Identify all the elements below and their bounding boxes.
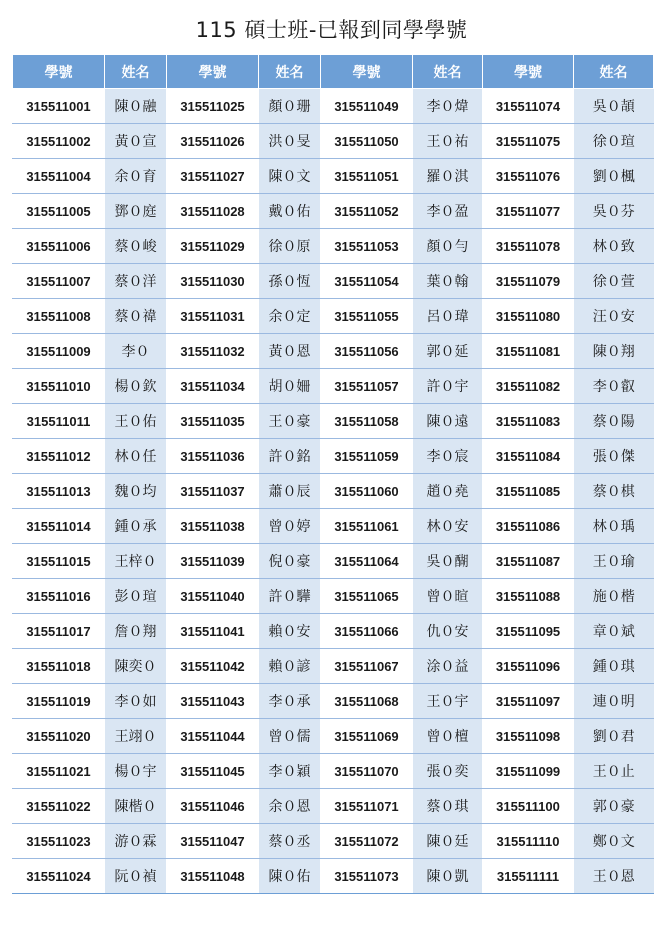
student-name-cell: 賴０諺	[259, 649, 321, 684]
student-id-cell: 315511031	[167, 299, 259, 334]
student-id-cell: 315511004	[13, 159, 105, 194]
student-name-cell: 王０恩	[574, 859, 654, 894]
table-row	[13, 229, 654, 264]
student-id-cell: 315511036	[167, 439, 259, 474]
student-name-cell: 王０瑜	[574, 544, 654, 579]
student-id-cell: 315511070	[321, 754, 413, 789]
table-row	[13, 89, 654, 124]
header-student-id: 學號	[483, 55, 574, 89]
student-id-cell: 315511038	[167, 509, 259, 544]
student-name-cell: 劉０楓	[574, 159, 654, 194]
student-id-cell: 315511071	[321, 789, 413, 824]
student-name-cell: 陳楷０	[105, 789, 167, 824]
student-name-cell: 汪０安	[574, 299, 654, 334]
student-name-cell: 賴０安	[259, 614, 321, 649]
student-id-cell: 315511088	[483, 579, 574, 614]
header-student-id: 學號	[321, 55, 413, 89]
student-id-cell: 315511054	[321, 264, 413, 299]
student-name-cell: 李０承	[259, 684, 321, 719]
student-id-cell: 315511096	[483, 649, 574, 684]
student-id-cell: 315511075	[483, 124, 574, 159]
student-id-cell: 315511009	[13, 334, 105, 369]
table-row	[13, 649, 654, 684]
student-id-cell: 315511064	[321, 544, 413, 579]
student-name-cell: 呂０瑋	[413, 299, 483, 334]
student-id-cell: 315511097	[483, 684, 574, 719]
student-id-cell: 315511037	[167, 474, 259, 509]
student-name-cell: 余０恩	[259, 789, 321, 824]
student-name-cell: 蔡０峻	[105, 229, 167, 264]
student-name-cell: 曾０儒	[259, 719, 321, 754]
student-name-cell: 許０驊	[259, 579, 321, 614]
table-row	[13, 824, 654, 859]
student-id-cell: 315511048	[167, 859, 259, 894]
student-id-cell: 315511111	[483, 859, 574, 894]
student-id-cell: 315511043	[167, 684, 259, 719]
student-name-cell: 曾０檀	[413, 719, 483, 754]
student-id-cell: 315511055	[321, 299, 413, 334]
student-name-cell: 張０奕	[413, 754, 483, 789]
student-name-cell: 鄭０文	[574, 824, 654, 859]
table-row	[13, 789, 654, 824]
student-id-cell: 315511022	[13, 789, 105, 824]
student-id-cell: 315511050	[321, 124, 413, 159]
student-id-cell: 315511065	[321, 579, 413, 614]
student-name-cell: 余０育	[105, 159, 167, 194]
student-id-cell: 315511060	[321, 474, 413, 509]
student-id-cell: 315511099	[483, 754, 574, 789]
student-id-cell: 315511085	[483, 474, 574, 509]
student-id-cell: 315511061	[321, 509, 413, 544]
student-id-cell: 315511076	[483, 159, 574, 194]
student-name-cell: 楊０欽	[105, 369, 167, 404]
student-id-cell: 315511081	[483, 334, 574, 369]
student-id-cell: 315511027	[167, 159, 259, 194]
student-id-cell: 315511015	[13, 544, 105, 579]
table-row	[13, 684, 654, 719]
header-student-id: 學號	[13, 55, 105, 89]
student-name-cell: 章０斌	[574, 614, 654, 649]
student-name-cell: 郭０延	[413, 334, 483, 369]
student-name-cell: 李０	[105, 334, 167, 369]
student-name-cell: 劉０君	[574, 719, 654, 754]
student-name-cell: 黃０恩	[259, 334, 321, 369]
student-name-cell: 倪０豪	[259, 544, 321, 579]
student-id-cell: 315511083	[483, 404, 574, 439]
student-id-cell: 315511034	[167, 369, 259, 404]
header-student-id: 學號	[167, 55, 259, 89]
student-id-cell: 315511012	[13, 439, 105, 474]
table-row	[13, 439, 654, 474]
table-body	[13, 89, 654, 894]
student-id-cell: 315511018	[13, 649, 105, 684]
student-name-cell: 徐０萱	[574, 264, 654, 299]
table-row	[13, 159, 654, 194]
student-id-cell: 315511073	[321, 859, 413, 894]
student-name-cell: 林０致	[574, 229, 654, 264]
student-name-cell: 蔡０琪	[413, 789, 483, 824]
student-name-cell: 顏０勻	[413, 229, 483, 264]
student-name-cell: 詹０翔	[105, 614, 167, 649]
student-id-cell: 315511005	[13, 194, 105, 229]
student-id-cell: 315511046	[167, 789, 259, 824]
student-id-cell: 315511011	[13, 404, 105, 439]
student-name-cell: 余０定	[259, 299, 321, 334]
student-name-cell: 陳０廷	[413, 824, 483, 859]
student-name-cell: 王０宇	[413, 684, 483, 719]
student-id-cell: 315511030	[167, 264, 259, 299]
student-name-cell: 孫０恆	[259, 264, 321, 299]
student-name-cell: 魏０均	[105, 474, 167, 509]
student-id-cell: 315511086	[483, 509, 574, 544]
student-name-cell: 李０煒	[413, 89, 483, 124]
student-name-cell: 王０佑	[105, 404, 167, 439]
student-name-cell: 李０盈	[413, 194, 483, 229]
table-row	[13, 474, 654, 509]
student-name-cell: 趙０堯	[413, 474, 483, 509]
student-id-cell: 315511059	[321, 439, 413, 474]
student-id-cell: 315511032	[167, 334, 259, 369]
student-name-cell: 李０如	[105, 684, 167, 719]
student-name-cell: 郭０豪	[574, 789, 654, 824]
student-id-cell: 315511021	[13, 754, 105, 789]
student-id-cell: 315511051	[321, 159, 413, 194]
page-title: 115 碩士班-已報到同學學號	[195, 18, 468, 42]
student-id-cell: 315511020	[13, 719, 105, 754]
student-name-cell: 彭０瑄	[105, 579, 167, 614]
student-name-cell: 鍾０琪	[574, 649, 654, 684]
student-id-cell: 315511025	[167, 89, 259, 124]
header-name: 姓名	[574, 55, 654, 89]
table-row	[13, 859, 654, 894]
table-row	[13, 579, 654, 614]
student-id-cell: 315511100	[483, 789, 574, 824]
student-name-cell: 蔡０陽	[574, 404, 654, 439]
table-row	[13, 124, 654, 159]
student-name-cell: 許０銘	[259, 439, 321, 474]
student-name-cell: 蔡０洋	[105, 264, 167, 299]
student-name-cell: 李０穎	[259, 754, 321, 789]
student-id-cell: 315511014	[13, 509, 105, 544]
student-id-cell: 315511047	[167, 824, 259, 859]
student-id-cell: 315511084	[483, 439, 574, 474]
student-id-cell: 315511044	[167, 719, 259, 754]
student-name-cell: 林０任	[105, 439, 167, 474]
student-name-cell: 黃０宣	[105, 124, 167, 159]
student-name-cell: 陳０文	[259, 159, 321, 194]
student-id-cell: 315511019	[13, 684, 105, 719]
student-id-table	[12, 54, 654, 894]
student-id-cell: 315511028	[167, 194, 259, 229]
student-name-cell: 連０明	[574, 684, 654, 719]
student-id-cell: 315511001	[13, 89, 105, 124]
student-name-cell: 游０霖	[105, 824, 167, 859]
student-name-cell: 曾０暄	[413, 579, 483, 614]
table-row	[13, 404, 654, 439]
student-name-cell: 許０宇	[413, 369, 483, 404]
table-row	[13, 719, 654, 754]
student-name-cell: 蔡０丞	[259, 824, 321, 859]
student-id-cell: 315511045	[167, 754, 259, 789]
header-row	[13, 55, 654, 89]
student-name-cell: 陳０佑	[259, 859, 321, 894]
student-name-cell: 涂０益	[413, 649, 483, 684]
student-id-cell: 315511066	[321, 614, 413, 649]
student-id-cell: 315511006	[13, 229, 105, 264]
student-name-cell: 徐０原	[259, 229, 321, 264]
student-id-cell: 315511049	[321, 89, 413, 124]
student-name-cell: 羅０淇	[413, 159, 483, 194]
student-id-cell: 315511002	[13, 124, 105, 159]
student-id-cell: 315511087	[483, 544, 574, 579]
student-id-cell: 315511068	[321, 684, 413, 719]
table-row	[13, 194, 654, 229]
student-name-cell: 阮０禎	[105, 859, 167, 894]
student-id-cell: 315511007	[13, 264, 105, 299]
student-id-cell: 315511041	[167, 614, 259, 649]
student-id-cell: 315511058	[321, 404, 413, 439]
student-id-cell: 315511080	[483, 299, 574, 334]
student-name-cell: 顏０珊	[259, 89, 321, 124]
student-id-cell: 315511026	[167, 124, 259, 159]
student-id-cell: 315511010	[13, 369, 105, 404]
student-id-cell: 315511098	[483, 719, 574, 754]
header-name: 姓名	[105, 55, 167, 89]
student-name-cell: 陳０融	[105, 89, 167, 124]
table-row	[13, 264, 654, 299]
table-row	[13, 614, 654, 649]
student-id-cell: 315511016	[13, 579, 105, 614]
student-id-cell: 315511082	[483, 369, 574, 404]
student-name-cell: 林０瑀	[574, 509, 654, 544]
student-id-cell: 315511079	[483, 264, 574, 299]
student-name-cell: 陳奕０	[105, 649, 167, 684]
student-name-cell: 蕭０辰	[259, 474, 321, 509]
student-id-cell: 315511052	[321, 194, 413, 229]
student-name-cell: 楊０宇	[105, 754, 167, 789]
student-id-cell: 315511077	[483, 194, 574, 229]
student-name-cell: 鄧０庭	[105, 194, 167, 229]
student-name-cell: 蔡０禕	[105, 299, 167, 334]
student-id-cell: 315511056	[321, 334, 413, 369]
student-id-cell: 315511039	[167, 544, 259, 579]
student-name-cell: 仇０安	[413, 614, 483, 649]
student-name-cell: 張０傑	[574, 439, 654, 474]
student-id-cell: 315511008	[13, 299, 105, 334]
student-id-cell: 315511110	[483, 824, 574, 859]
student-name-cell: 吳０芬	[574, 194, 654, 229]
student-name-cell: 徐０瑄	[574, 124, 654, 159]
student-id-cell: 315511042	[167, 649, 259, 684]
student-id-cell: 315511095	[483, 614, 574, 649]
student-id-cell: 315511078	[483, 229, 574, 264]
student-name-cell: 陳０遠	[413, 404, 483, 439]
student-name-cell: 吳０頡	[574, 89, 654, 124]
table-row	[13, 369, 654, 404]
student-id-cell: 315511069	[321, 719, 413, 754]
student-id-cell: 315511040	[167, 579, 259, 614]
student-name-cell: 陳０翔	[574, 334, 654, 369]
table-row	[13, 544, 654, 579]
student-name-cell: 鍾０承	[105, 509, 167, 544]
student-name-cell: 王０祐	[413, 124, 483, 159]
student-name-cell: 吳０醐	[413, 544, 483, 579]
table-row	[13, 509, 654, 544]
student-name-cell: 胡０姍	[259, 369, 321, 404]
student-name-cell: 李０宸	[413, 439, 483, 474]
student-id-cell: 315511035	[167, 404, 259, 439]
student-id-cell: 315511057	[321, 369, 413, 404]
student-name-cell: 李０叡	[574, 369, 654, 404]
header-name: 姓名	[259, 55, 321, 89]
student-id-cell: 315511072	[321, 824, 413, 859]
student-name-cell: 曾０婷	[259, 509, 321, 544]
student-name-cell: 洪０旻	[259, 124, 321, 159]
header-name: 姓名	[413, 55, 483, 89]
student-id-cell: 315511013	[13, 474, 105, 509]
student-id-cell: 315511024	[13, 859, 105, 894]
student-id-cell: 315511074	[483, 89, 574, 124]
student-name-cell: 王梓０	[105, 544, 167, 579]
student-name-cell: 戴０佑	[259, 194, 321, 229]
table-row	[13, 334, 654, 369]
student-name-cell: 林０安	[413, 509, 483, 544]
table-row	[13, 299, 654, 334]
student-name-cell: 陳０凱	[413, 859, 483, 894]
student-id-cell: 315511029	[167, 229, 259, 264]
student-name-cell: 施０楷	[574, 579, 654, 614]
student-name-cell: 王０止	[574, 754, 654, 789]
table-row	[13, 754, 654, 789]
student-name-cell: 葉０翰	[413, 264, 483, 299]
student-name-cell: 王０豪	[259, 404, 321, 439]
student-id-cell: 315511017	[13, 614, 105, 649]
student-name-cell: 蔡０棋	[574, 474, 654, 509]
student-name-cell: 王翊０	[105, 719, 167, 754]
student-id-cell: 315511067	[321, 649, 413, 684]
student-id-cell: 315511053	[321, 229, 413, 264]
student-id-cell: 315511023	[13, 824, 105, 859]
